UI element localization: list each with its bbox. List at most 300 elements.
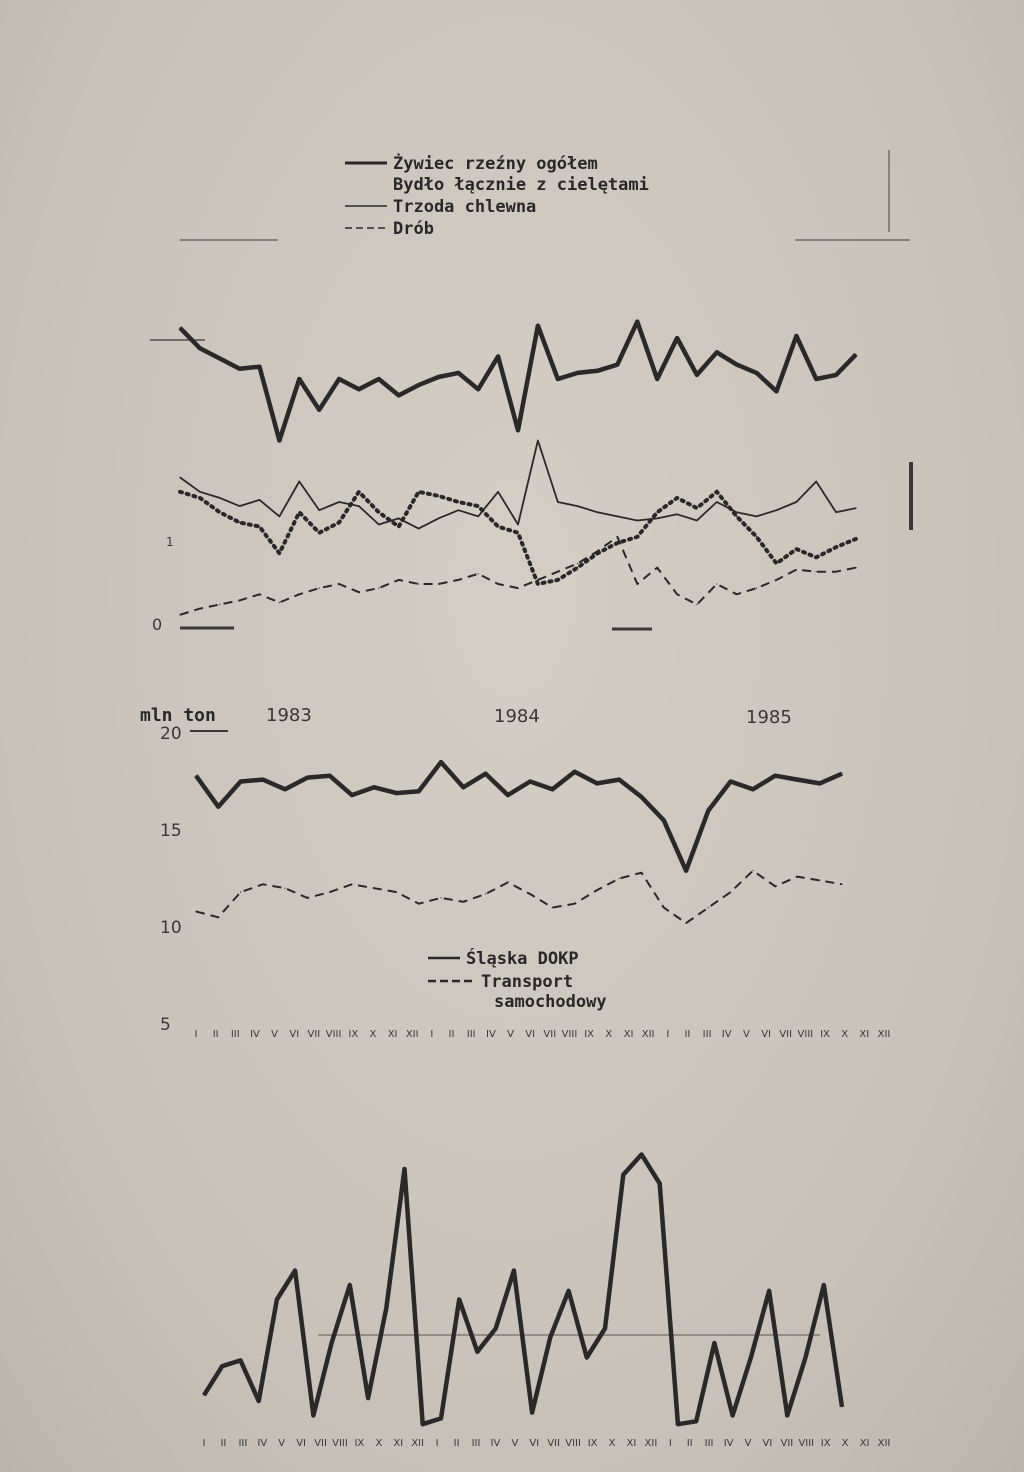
chart1-s0-point [816,378,817,379]
chart2-s1-point [396,892,397,893]
chart2-month-label: X [369,1029,377,1040]
chart3-month-label: X [608,1438,616,1449]
chart1-s1-point [557,501,558,502]
chart1-s3-point [458,579,459,580]
chart1-s1-point [339,501,340,502]
chart2-s1-point [507,882,508,883]
chart1-s2-point [836,547,837,548]
chart1-s0-point [756,372,757,373]
chart2-s1-point [440,897,441,898]
chart1-s2-point [816,557,817,558]
chart1-s2-point [239,522,240,523]
chart3-s0-point [386,1308,387,1309]
chart1-s0-point [557,378,558,379]
chart2-s0-point [619,779,620,780]
chart3-s0-point [659,1183,660,1184]
chart1-s2-point [259,526,260,527]
chart2-s1-point [819,880,820,881]
chart1-s0-point [577,372,578,373]
chart2-month-label: II [212,1029,219,1040]
chart1-s3-point [219,604,220,605]
chart1-s3-point [339,583,340,584]
chart1-s1-point [577,506,578,507]
chart2-s1-point [574,903,575,904]
chart1-ytick-1: 1 [166,535,174,549]
chart1-s1-point [776,510,777,511]
chart3-s0-point [495,1328,496,1329]
chart1-s2-point [577,567,578,568]
legend-label-road: Transport samochodowy [481,972,607,1012]
chart2-s0-point [374,787,375,788]
chart1-s2-point [716,491,717,492]
chart1-s0-point [517,430,518,431]
chart2-s0-point [819,783,820,784]
chart1-s1-point [657,518,658,519]
chart2-s0-point [418,791,419,792]
chart3-month-label: X [841,1438,849,1449]
chart2-month-label: I [194,1029,198,1040]
chart2-month-label: III [466,1029,476,1040]
chart2-s1-point [641,872,642,873]
chart2-month-label: VII [307,1029,321,1040]
chart1-s1-point [836,512,837,513]
chart1-s0-point [498,356,499,357]
chart3-month-label: VI [762,1438,773,1449]
chart2-s1-point [418,903,419,904]
chart3-month-label: VI [529,1438,540,1449]
chart2-legend [428,947,607,1012]
chart2-month-label: II [448,1029,455,1040]
chart2-s1-point [730,892,731,893]
chart1-s3-point [657,567,658,568]
chart2-month-label: IX [584,1029,595,1040]
chart1-s0-point [358,389,359,390]
chart1-s1-point [517,524,518,525]
chart2-s0-point [686,870,687,871]
chart2-month-label: VI [289,1029,300,1040]
chart3-month-label: II [220,1438,227,1449]
chart2-s1-point [307,897,308,898]
chart2-s0-point [663,820,664,821]
chart3-month-label: VII [314,1438,327,1449]
chart1-s2-point [179,491,180,492]
chart2-s1-point [262,884,263,885]
chart1-s1-point [617,516,618,517]
chart1-s0-point [478,389,479,390]
chart1-s1-point [418,528,419,529]
chart1-series [179,321,856,615]
chart2-s0-point [351,795,352,796]
chart1-s2-point [696,508,697,509]
chart1-s3-point [776,579,777,580]
chart1-s2-point [796,549,797,550]
chart1-s0-point [776,391,777,392]
chart3-s0-point [404,1168,405,1169]
chart1-s3-point [796,569,797,570]
chart3-s0-point [459,1299,460,1300]
chart2-s0-point [396,793,397,794]
chart1-ytick-0: 0 [152,615,163,634]
chart1-s1-point [756,516,757,517]
chart2-month-label: III [230,1029,240,1040]
chart3-s0-point [550,1337,551,1338]
chart1-s2-point [418,491,419,492]
chart1-s2-point [855,538,856,539]
chart1-s2-point [557,579,558,580]
chart1-s0-point [259,366,260,367]
chart1-s1-point [279,516,280,517]
chart1-s2-point [199,497,200,498]
chart3-series [203,1154,842,1425]
chart3-s0-point [422,1424,423,1425]
chart2-ytick: 20 [160,724,182,744]
chart1-s2-point [319,532,320,533]
chart1-s2-point [339,522,340,523]
chart3-s0-point [440,1418,441,1419]
chart2-s1-point [552,907,553,908]
chart3-s0-point [604,1328,605,1329]
chart1-s2-point [219,512,220,513]
chart1-s3-point [179,614,180,615]
chart1-s0-point [696,374,697,375]
chart2-s0-point [530,781,531,782]
chart1-s3-point [279,602,280,603]
chart1-s3-point [557,571,558,572]
chart1-s2-point [378,512,379,513]
chart1-s1-point [816,481,817,482]
chart3-s0-point [240,1360,241,1361]
legend-label-pigs: Trzoda chlewna [393,197,537,217]
chart1-s0-point [199,348,200,349]
chart3-s0-point [787,1415,788,1416]
year-label-1983: 1983 [266,705,312,726]
chart3-s0-point [477,1351,478,1352]
chart2-month-label: I [430,1029,434,1040]
chart2-s0-point [285,789,286,790]
chart1-s2-point [657,512,658,513]
chart2-s1-point [351,884,352,885]
chart1-s0-point [418,385,419,386]
chart2-month-label: V [507,1029,514,1040]
chart1-s1-point [716,501,717,502]
chart2-month-label: II [684,1029,691,1040]
chart3-month-label: XI [626,1438,637,1449]
chart1-s1-point [597,512,598,513]
chart2-s1-point [218,917,219,918]
chart1-s1-point [378,524,379,525]
chart2-s1-point [329,892,330,893]
chart1-s2-point [756,536,757,537]
chart1-s3-point [617,536,618,537]
chart2-month-label: IV [250,1029,260,1040]
legend-label-poultry: Drób [393,219,434,239]
chart3-month-label: XII [644,1438,658,1449]
chart3-month-label: V [744,1438,752,1449]
chart2-s1-point [195,911,196,912]
chart3-month-label: XI [393,1438,404,1449]
chart3-s0-point [313,1415,314,1416]
chart1-s2-point [498,526,499,527]
chart2-s0-point [552,789,553,790]
legend-label-total: Żywiec rzeźny ogółem [393,154,598,174]
chart1-s3-point [239,600,240,601]
chart3-month-label: I [202,1438,206,1449]
chart1-s1-point [358,506,359,507]
chart1-s3-point [716,583,717,584]
chart1-legend [345,152,649,239]
chart2-s0-point [841,773,842,774]
chart2-month-label: XII [641,1029,655,1040]
chart2-series-1 [196,871,842,923]
chart1-s1-point [398,518,399,519]
chart3-month-label: I [435,1438,439,1449]
chart1-s0-point [378,378,379,379]
chart2-month-label: III [702,1029,712,1040]
chart3-s0-point [276,1299,277,1300]
chart3-s0-point [841,1406,842,1407]
chart3-month-label: I [668,1438,672,1449]
chart1-s1-point [855,508,856,509]
chart1-s0-point [239,368,240,369]
chart1-s3-point [438,583,439,584]
chart1-s3-point [537,579,538,580]
chart2-s0-point [195,775,196,776]
chart3-s0-point [368,1398,369,1399]
chart2-s0-point [240,781,241,782]
chart2-month-label: VI [525,1029,536,1040]
chart2-s1-point [240,892,241,893]
chart1-s1-point [179,477,180,478]
chart2-series [195,762,842,924]
chart3-month-label: XII [411,1438,425,1449]
chart3-month-label: III [471,1438,481,1449]
chart1-s1-point [239,506,240,507]
chart2-s0-point [708,810,709,811]
chart3-month-label: VIII [798,1438,815,1449]
chart1-s0-point [339,378,340,379]
chart1-s0-point [637,321,638,322]
chart1-series-1 [180,441,856,529]
chart3-s0-point [349,1284,350,1285]
chart1-s3-point [319,588,320,589]
chart2-ytick: 10 [160,918,182,938]
chart1-s2-point [299,512,300,513]
chart1-s3-point [597,551,598,552]
chart2-series-0 [196,762,842,871]
chart1-s3-point [756,588,757,589]
chart1-s2-point [537,583,538,584]
chart1-s0-point [398,395,399,396]
chart3-month-label: X [375,1438,383,1449]
chart1-s0-point [537,325,538,326]
chart1-s2-point [478,506,479,507]
chart1-s3-point [736,594,737,595]
chart1-s0-point [855,354,856,355]
chart2-s0-point [752,789,753,790]
chart3-s0-point [586,1357,587,1358]
chart3-s0-point [532,1412,533,1413]
chart2-month-label: XI [623,1029,634,1040]
chart2-s0-point [775,775,776,776]
chart1-s3-point [696,604,697,605]
chart3-s0-point [641,1154,642,1155]
legend-label-cattle: Bydło łącznie z cielętami [393,175,649,195]
chart1-s2-point [597,553,598,554]
chart1-s3-point [398,579,399,580]
chart1-s0-point [617,364,618,365]
chart1-s2-point [776,563,777,564]
chart3-month-labels [203,1438,891,1449]
chart2-month-label: V [742,1029,750,1040]
chart1-s2-point [677,497,678,498]
chart1-s3-point [299,594,300,595]
chart2-s0-point [797,779,798,780]
chart2-s0-point [507,795,508,796]
chart1-s0-point [279,440,280,441]
chart2-s1-point [663,907,664,908]
chart1-s0-point [836,374,837,375]
chart2-s0-point [440,762,441,763]
chart1-s2-point [438,495,439,496]
chart2-month-label: XI [387,1029,398,1040]
chart3-month-label: III [238,1438,248,1449]
chart3-month-label: VI [296,1438,306,1449]
chart3-month-label: II [453,1438,460,1449]
chart2-s1-point [530,893,531,894]
chart1-s1-point [319,510,320,511]
chart3-month-label: XII [877,1438,891,1449]
chart2-s0-point [574,771,575,772]
chart3-s0-point [732,1415,733,1416]
chart2-month-label: VII [543,1029,557,1040]
chart3-s0-point [696,1421,697,1422]
chart1-s2-point [517,532,518,533]
chart1-s2-point [637,536,638,537]
chart3-month-label: IX [587,1438,598,1449]
chart2-s0-point [596,783,597,784]
chart2-header [140,705,792,728]
chart2-s0-point [641,796,642,797]
chart3-month-label: XI [859,1438,870,1449]
chart1-s1-point [438,518,439,519]
chart1-s1-point [478,516,479,517]
chart2-month-label: I [666,1029,670,1040]
chart3-month-label: IV [257,1438,268,1449]
chart3-s0-point [714,1342,715,1343]
chart2-month-label: XI [859,1029,870,1040]
chart1-s1-point [677,514,678,515]
chart2-s0-point [307,777,308,778]
chart2-month-label: VIII [797,1029,814,1040]
chart1-s3-point [378,588,379,589]
chart1-s3-point [836,571,837,572]
chart1-s3-point [358,592,359,593]
chart2-s1-point [485,893,486,894]
chart1-s2-point [736,516,737,517]
chart1-s3-point [577,563,578,564]
chart1-s3-point [498,583,499,584]
chart3-s0-point [805,1357,806,1358]
chart2-month-label: VIII [561,1029,578,1040]
chart2-yticks [160,724,182,1035]
chart2-month-label: XII [405,1029,419,1040]
chart3-s0-point [203,1395,204,1396]
chart1-s1-point [498,491,499,492]
chart1-s2-point [279,553,280,554]
chart2-month-label: V [271,1029,279,1040]
chart2-month-label: X [605,1029,613,1040]
chart1-s1-point [299,481,300,482]
chart2-month-label: IV [721,1029,732,1040]
chart1-s3-point [259,594,260,595]
chart2-s1-point [596,890,597,891]
chart1-s1-point [696,520,697,521]
chart2-ylabel: mln ton [140,705,216,726]
chart2-month-label: VII [779,1029,793,1040]
chart3-s0-point [258,1400,259,1401]
chart3-month-label: V [511,1438,519,1449]
chart2-month-label: VI [761,1029,771,1040]
chart2-s1-point [841,884,842,885]
chart1-s3-point [677,594,678,595]
chart2-s0-point [329,775,330,776]
chart3-s0-point [623,1174,624,1175]
chart1-s3-point [478,573,479,574]
chart3-s0-point [677,1424,678,1425]
chart3-month-label: II [686,1438,693,1449]
chart3-month-label: VIII [565,1438,581,1449]
chart3-month-label: IX [354,1438,365,1449]
chart2-month-label: X [841,1029,849,1040]
chart2-s1-point [374,888,375,889]
chart1-s2-point [617,542,618,543]
chart2-s1-point [686,923,687,924]
chart3-s0-point [513,1270,514,1271]
chart3-month-label: VIII [332,1438,348,1449]
chart2-month-label: IV [486,1029,496,1040]
chart2-s0-point [730,781,731,782]
chart2-s0-point [262,779,263,780]
chart3-month-label: IV [490,1438,501,1449]
year-label-1985: 1985 [746,707,792,728]
chart2-s1-point [752,870,753,871]
chart1-s1-point [219,497,220,498]
chart2-ytick: 5 [160,1015,171,1035]
chart3-month-label: V [278,1438,286,1449]
chart3-s0-point [769,1290,770,1291]
chart3-s0-point [750,1357,751,1358]
chart2-s1-point [708,907,709,908]
chart1-s2-point [458,501,459,502]
chart2-s1-point [775,886,776,887]
chart1-s1-point [458,510,459,511]
chart1-s1-point [637,520,638,521]
chart1-series-2 [180,492,856,584]
chart3-month-label: III [704,1438,714,1449]
chart1-series-0 [180,322,856,441]
chart1-s2-point [358,491,359,492]
chart2-s1-point [797,876,798,877]
chart3-s0-point [568,1290,569,1291]
chart3-s0-point [295,1270,296,1271]
chart1-s0-point [219,358,220,359]
chart1-s0-point [716,352,717,353]
chart1-s1-point [199,491,200,492]
chart3-month-label: VII [547,1438,561,1449]
year-label-1984: 1984 [494,706,540,727]
chart1-s1-point [537,440,538,441]
chart2-s0-point [218,806,219,807]
